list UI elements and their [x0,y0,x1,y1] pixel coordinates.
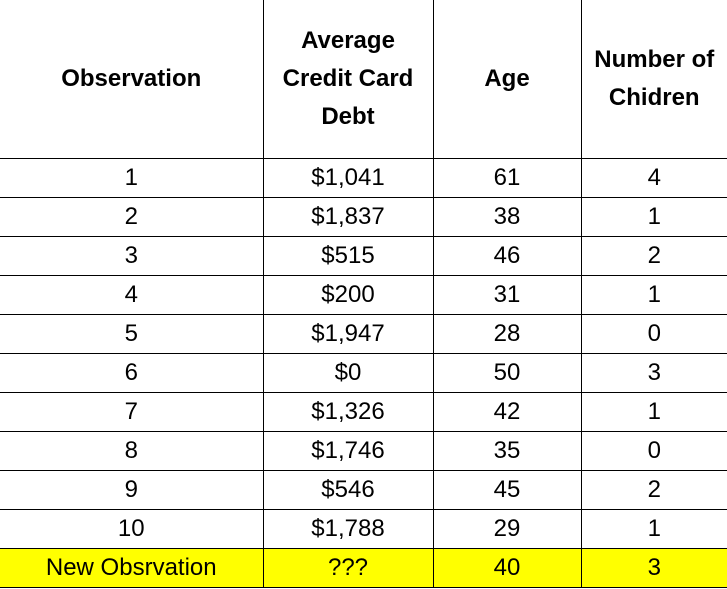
cell-debt: $1,326 [263,392,433,431]
cell-children: 1 [581,275,727,314]
cell-children: 2 [581,236,727,275]
cell-observation: 8 [0,431,263,470]
cell-age: 42 [433,392,581,431]
cell-age: 31 [433,275,581,314]
table-row [0,158,727,197]
header-debt-line-2: Credit Card [282,64,414,92]
header-debt-line-3: Debt [321,102,375,130]
header-children-line-2: Chidren [608,83,700,111]
cell-observation: 7 [0,392,263,431]
table-row [0,236,727,275]
table-row [0,392,727,431]
new-observation-row [0,548,727,587]
cell-children: 3 [581,548,727,587]
cell-debt: $546 [263,470,433,509]
header-children [581,0,727,158]
cell-children: 0 [581,431,727,470]
cell-children: 1 [581,392,727,431]
cell-observation: 2 [0,197,263,236]
cell-observation: 10 [0,509,263,548]
cell-observation: 3 [0,236,263,275]
cell-age: 45 [433,470,581,509]
table-row [0,431,727,470]
cell-children: 1 [581,509,727,548]
table-row [0,353,727,392]
header-observation-line: Observation [61,64,202,92]
cell-children: 1 [581,197,727,236]
cell-age: 35 [433,431,581,470]
cell-age: 40 [433,548,581,587]
cell-observation: New Obsrvation [0,548,263,587]
cell-children: 0 [581,314,727,353]
cell-age: 61 [433,158,581,197]
cell-debt: ??? [263,548,433,587]
cell-age: 46 [433,236,581,275]
table-row [0,197,727,236]
cell-observation: 9 [0,470,263,509]
cell-age: 38 [433,197,581,236]
table-row [0,470,727,509]
table-body [0,158,727,587]
header-row [0,0,727,158]
header-children-line-1: Number of [594,45,715,73]
cell-debt: $1,947 [263,314,433,353]
cell-debt: $200 [263,275,433,314]
cell-children: 3 [581,353,727,392]
cell-children: 4 [581,158,727,197]
cell-age: 28 [433,314,581,353]
table-row [0,509,727,548]
cell-age: 29 [433,509,581,548]
cell-observation: 5 [0,314,263,353]
cell-debt: $0 [263,353,433,392]
header-debt [263,0,433,158]
cell-debt: $1,788 [263,509,433,548]
cell-age: 50 [433,353,581,392]
header-age [433,0,581,158]
cell-debt: $1,746 [263,431,433,470]
header-age-line: Age [484,64,530,92]
cell-observation: 4 [0,275,263,314]
cell-observation: 1 [0,158,263,197]
cell-children: 2 [581,470,727,509]
header-debt-line-1: Average [301,26,395,54]
cell-debt: $1,837 [263,197,433,236]
table-row [0,314,727,353]
cell-debt: $1,041 [263,158,433,197]
cell-observation: 6 [0,353,263,392]
table-row [0,275,727,314]
header-observation [0,0,263,158]
cell-debt: $515 [263,236,433,275]
